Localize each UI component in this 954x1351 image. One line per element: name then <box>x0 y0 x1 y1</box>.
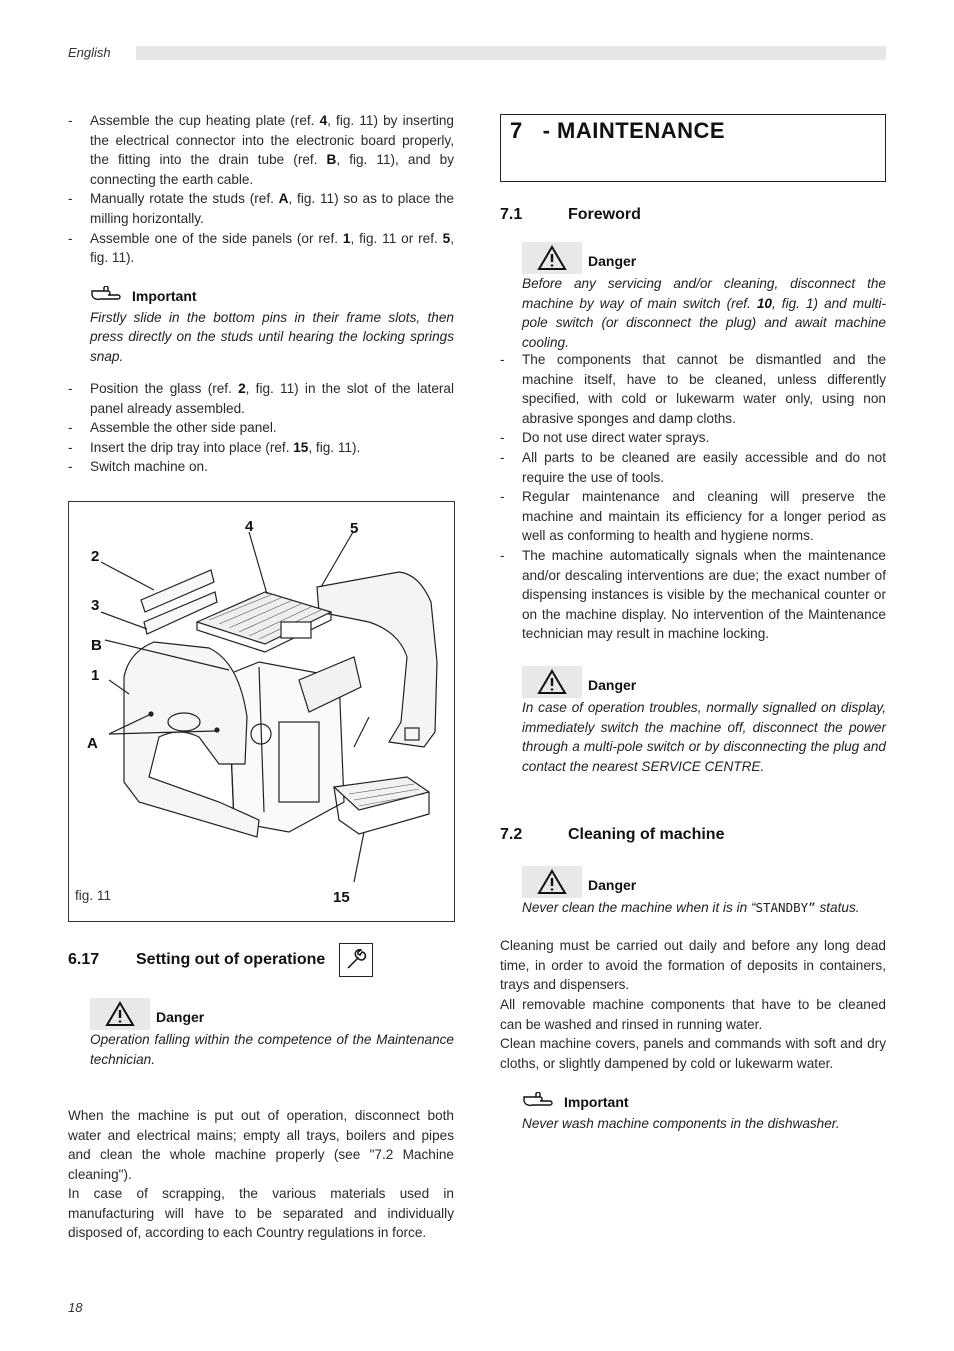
list-item: - The machine automatically signals when the maintenance and/or descaling interventions are due; the exact number of dispensing instances is visible by the mechanical counter or on the machine display. No intervention of the Maintenance technician may result in machine locking. <box>500 546 886 644</box>
callout-A: A <box>87 735 98 752</box>
warning-icon <box>522 866 582 898</box>
warning-icon <box>522 666 582 698</box>
paragraph: When the machine is put out of operation, disconnect both water and electrical mains; empty all trays, boilers and pipes and clean the whole machine properly (see "7.2 Machine cleaning"). <box>68 1108 454 1182</box>
section-number: 7.1 <box>500 206 523 223</box>
callout-2: 2 <box>91 548 100 565</box>
danger-label: Danger <box>588 877 637 894</box>
danger-text: Never clean the machine when it is in “STANDBY” status. <box>522 900 860 915</box>
danger-label: Danger <box>156 1009 205 1026</box>
important-text: Firstly slide in the bottom pins in their frame slots, then press directly on the studs until hearing the locking springs snap. <box>90 309 454 364</box>
callout-B: B <box>91 637 102 654</box>
section-title: Setting out of operatione <box>136 951 326 968</box>
section-title: Cleaning of machine <box>568 826 725 843</box>
important-note-7-2 <box>522 1092 886 1133</box>
pointing-hand-icon <box>90 286 126 308</box>
list-item: - Do not use direct water sprays. <box>500 428 886 448</box>
danger-note-7-1-a <box>522 242 886 352</box>
list-item: - Switch machine on. <box>68 457 454 477</box>
danger-label: Danger <box>588 253 637 270</box>
warning-icon <box>522 242 582 274</box>
callout-4: 4 <box>245 518 254 535</box>
header-language: English <box>68 45 111 60</box>
callout-15: 15 <box>333 889 350 906</box>
wrench-icon <box>339 943 373 977</box>
list-item: - Regular maintenance and cleaning will preserve the machine and maintain its efficiency for a longer period as well as conforming to health and hygiene norms. <box>500 487 886 546</box>
section-title: Foreword <box>568 206 641 223</box>
list-item: - Manually rotate the studs (ref. A, fig. 11) so as to place the milling horizontally. <box>68 189 454 228</box>
danger-text: Operation falling within the competence of the Maintenance technician. <box>90 1032 454 1067</box>
section-heading-7-1 <box>500 206 641 224</box>
machine-exploded-drawing <box>69 502 454 921</box>
paragraph: All removable machine components that have to be cleaned can be washed and rinsed in running water. <box>500 997 886 1032</box>
important-label: Important <box>132 288 197 304</box>
danger-note-6-17 <box>90 998 454 1069</box>
section-number: 7.2 <box>500 826 523 843</box>
list-item: - Assemble one of the side panels (or ref. 1, fig. 11 or ref. 5, fig. 11). <box>68 229 454 268</box>
assembly-list-1 <box>68 111 454 268</box>
important-note <box>90 286 454 366</box>
warning-icon <box>90 998 150 1030</box>
list-item: - Insert the drip tray into place (ref. 15, fig. 11). <box>68 438 454 458</box>
chapter-heading: 7 - MAINTENANCE <box>510 118 726 143</box>
figure-11 <box>68 501 455 922</box>
danger-note-7-2 <box>522 866 886 918</box>
callout-5: 5 <box>350 520 359 537</box>
danger-text: Before any servicing and/or cleaning, disconnect the machine by way of main switch (ref. 10, fig. 1) and multi-pole switch (or disconnect the plug) and await machine cooling. <box>522 276 887 350</box>
danger-text: In case of operation troubles, normally signalled on display, immediately switch the machine off, disconnect the power through a multi-pole switch or by disconnecting the plug and contact the nearest SERVICE CENTRE. <box>522 700 886 774</box>
assembly-list-2 <box>68 379 454 477</box>
section-heading-6-17 <box>68 942 454 978</box>
danger-label: Danger <box>588 677 637 694</box>
important-label: Important <box>564 1094 629 1110</box>
paragraph: Cleaning must be carried out daily and before any long dead time, in order to avoid the formation of deposits in containers, trays and dispensers. <box>500 938 886 993</box>
figure-caption: fig. 11 <box>75 888 112 903</box>
list-item: - The components that cannot be dismantled and the machine itself, have to be cleaned, unless differently specified, with cold or lukewarm water only, using non abrasive sponges and damp cloths. <box>500 350 886 428</box>
important-text: Never wash machine components in the dishwasher. <box>522 1115 840 1131</box>
callout-3: 3 <box>91 597 100 614</box>
paragraph: Clean machine covers, panels and commands with soft and dry cloths, or slightly dampened by cold or lukewarm water. <box>500 1036 886 1071</box>
list-item: - Position the glass (ref. 2, fig. 11) in the slot of the lateral panel already assembled. <box>68 379 454 418</box>
list-item: - Assemble the other side panel. <box>68 418 454 438</box>
pointing-hand-icon <box>522 1092 558 1114</box>
danger-note-7-1-b <box>522 666 886 776</box>
page-number: 18 <box>68 1300 83 1315</box>
section-heading-7-2 <box>500 826 724 844</box>
header-bar <box>136 46 886 60</box>
list-item: - Assemble the cup heating plate (ref. 4, fig. 11) by inserting the electrical connector into the electronic board properly, the fitting into the drain tube (ref. B, fig. 11), and by connecting the earth cable. <box>68 111 454 189</box>
section-number: 6.17 <box>68 951 100 968</box>
list-item: - All parts to be cleaned are easily accessible and do not require the use of tools. <box>500 448 886 487</box>
paragraph: In case of scrapping, the various materials used in manufacturing will have to be separated and individually disposed of, according to each Country regulations in force. <box>68 1186 454 1241</box>
callout-1: 1 <box>91 667 100 684</box>
foreword-list <box>500 350 886 644</box>
